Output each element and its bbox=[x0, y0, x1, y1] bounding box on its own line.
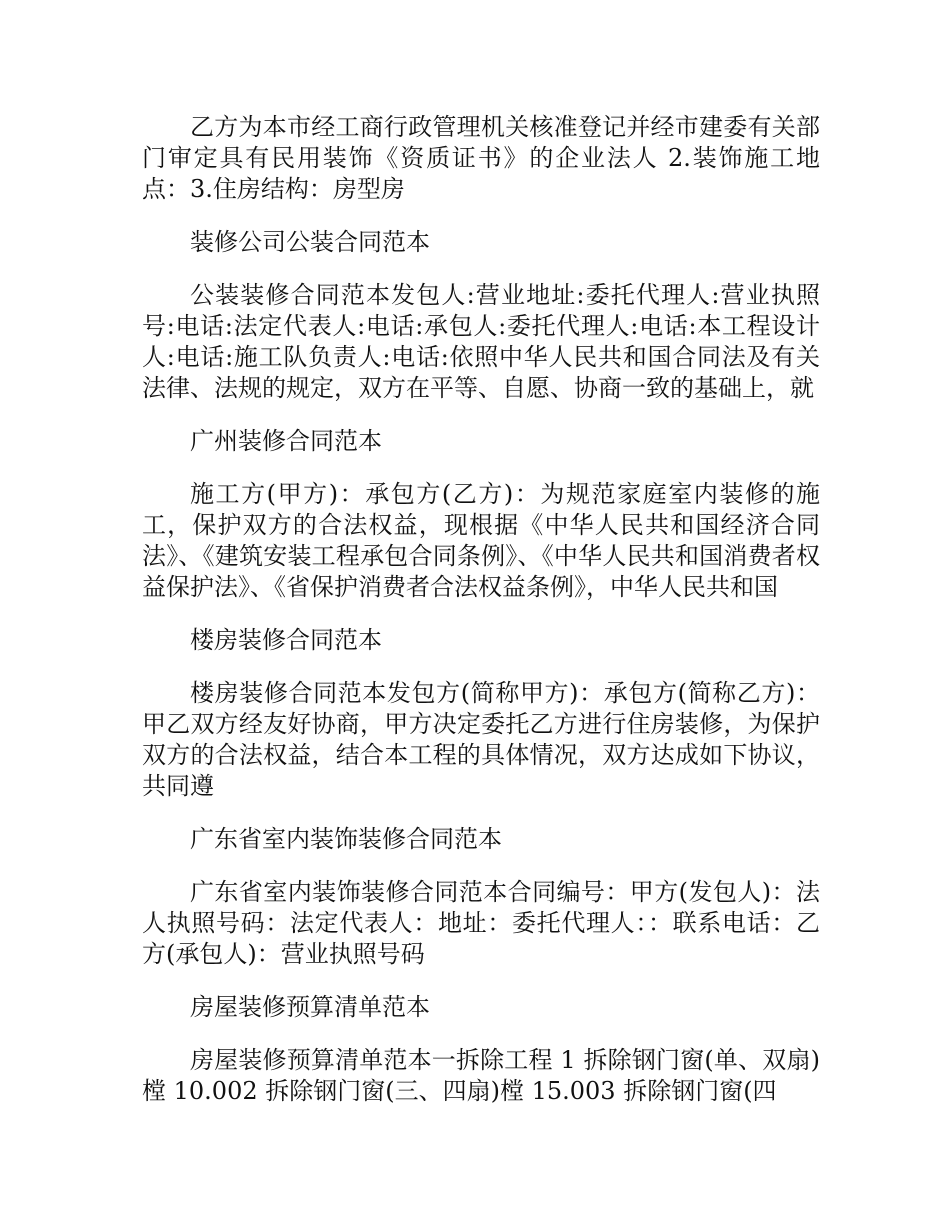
paragraph-intro: 乙方为本市经工商行政管理机关核准登记并经市建委有关部门审定具有民用装饰《资质证书》的企业法人 2.装饰施工地点：3.住房结构：房型房 bbox=[142, 113, 820, 203]
section-title-decoration-company: 装修公司公装合同范本 bbox=[190, 228, 430, 256]
section-title-guangzhou: 广州装修合同范本 bbox=[190, 427, 382, 455]
paragraph-budget-list: 房屋装修预算清单范本一拆除工程 1 拆除钢门窗(单、双扇)樘 10.002 拆除钢门窗(三、四扇)樘 15.003 拆除钢门窗(四 bbox=[142, 1046, 820, 1105]
section-title-guangdong: 广东省室内装饰装修合同范本 bbox=[190, 825, 502, 853]
document-body bbox=[142, 112, 820, 1129]
paragraph-decoration-company: 公装装修合同范本发包人:营业地址:委托代理人:营业执照号:电话:法定代表人:电话:承包人:委托代理人:电话:本工程设计人:电话:施工队负责人:电话:依照中华人民共和国合同法及有关法律、法规的规定，双方在平等、自愿、协商一致的基础上，就 bbox=[142, 281, 820, 402]
paragraph-guangzhou: 施工方(甲方)：承包方(乙方)：为规范家庭室内装修的施工，保护双方的合法权益，现根据《中华人民共和国经济合同法》、《建筑安装工程承包合同条例》、《中华人民共和国消费者权益保护法》、《省保护消费者合法权益条例》，中华人民共和国 bbox=[142, 480, 820, 601]
paragraph-guangdong: 广东省室内装饰装修合同范本合同编号：甲方(发包人)：法人执照号码：法定代表人：地址：委托代理人：：联系电话：乙方(承包人)：营业执照号码 bbox=[142, 878, 820, 968]
section-title-budget-list: 房屋装修预算清单范本 bbox=[190, 993, 430, 1021]
section-title-building: 楼房装修合同范本 bbox=[190, 626, 382, 654]
paragraph-building: 楼房装修合同范本发包方(简称甲方)：承包方(简称乙方)：甲乙双方经友好协商，甲方决定委托乙方进行住房装修，为保护双方的合法权益，结合本工程的具体情况，双方达成如下协议，共同遵 bbox=[142, 679, 820, 800]
